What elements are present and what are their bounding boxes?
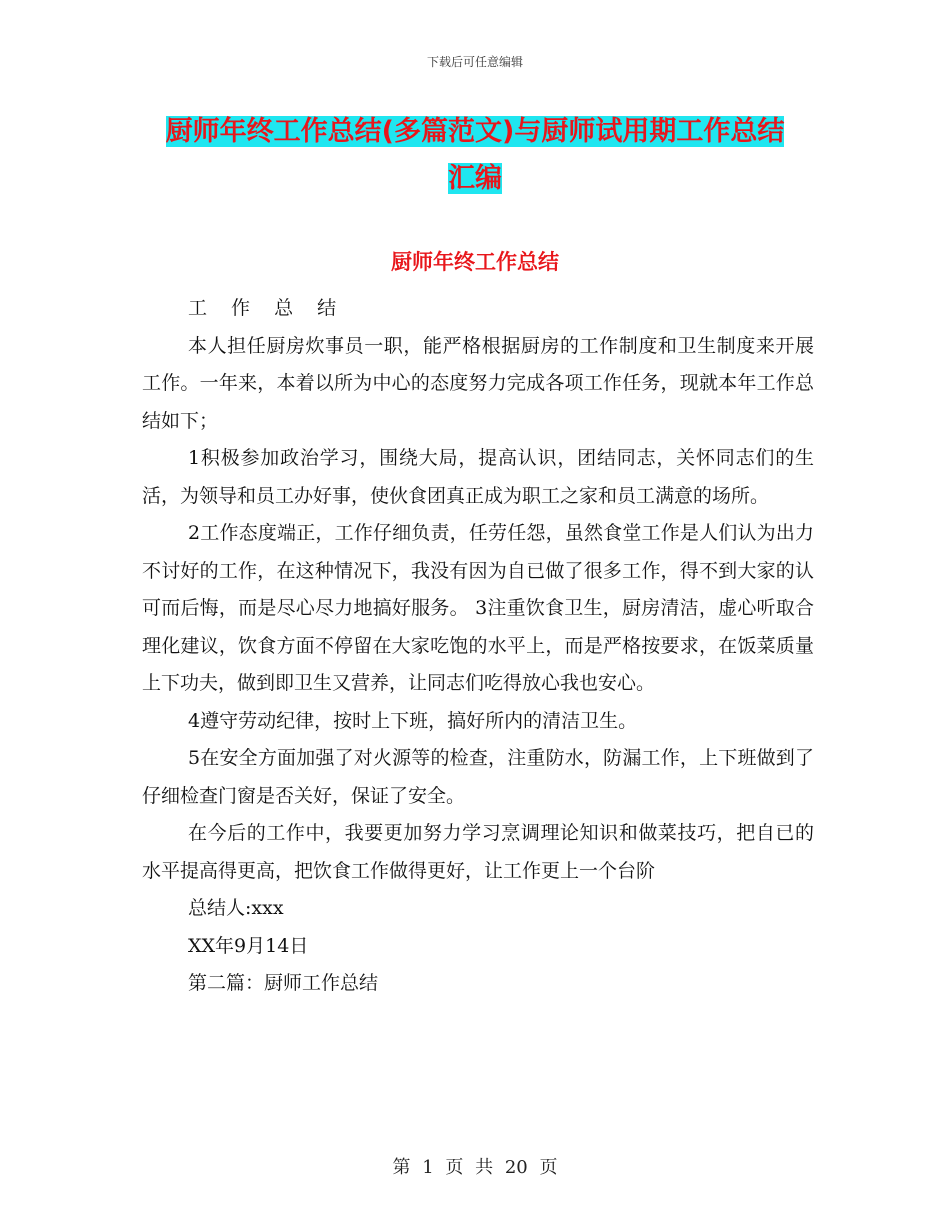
paragraph-conclusion: 在今后的工作中，我要更加努力学习烹调理论知识和做菜技巧，把自已的水平提高得更高，把饮食工作做得更好，让工作更上一个台阶 [142, 822, 814, 882]
paragraph-item-4: 4遵守劳动纪律，按时上下班，搞好所内的清洁卫生。 [188, 709, 638, 732]
section-title: 厨师年终工作总结 [391, 250, 559, 274]
page-number: 第 1 页 共 20 页 [392, 1157, 558, 1178]
paragraph-intro: 本人担任厨房炊事员一职，能严格根据厨房的工作制度和卫生制度来开展工作。一年来，本着以所为中心的态度努力完成各项工作任务，现就本年工作总结如下； [142, 334, 814, 432]
paragraph-heading: 工 作 总 结 [188, 297, 346, 319]
document-title-line2: 汇编 [448, 163, 502, 194]
document-body [142, 290, 814, 1003]
paragraph-item-5: 5在安全方面加强了对火源等的检查，注重防水，防漏工作，上下班做到了仔细检查门窗是否关好，保证了安全。 [142, 747, 814, 807]
paragraph-item-1: 1积极参加政治学习，围绕大局，提高认识，团结同志，关怀同志们的生活，为领导和员工办好事，使伙食团真正成为职工之家和员工满意的场所。 [142, 447, 814, 507]
document-title-line1: 厨师年终工作总结(多篇范文)与厨师试用期工作总结 [165, 116, 785, 147]
paragraph-item-2-3: 2工作态度端正，工作仔细负责，任劳任怨，虽然食堂工作是人们认为出力不讨好的工作，在这种情况下，我没有因为自已做了很多工作，得不到大家的认可而后悔，而是尽心尽力地搞好服务。 3注重饮食卫生，厨房清洁，虚心听取合理化建议，饮食方面不停留在大家吃饱的水平上，而是严格按要求，在饭菜质量上下功夫，做到即卫生又营养，让同志们吃得放心我也安心。 [142, 522, 814, 694]
document-title [150, 108, 800, 202]
signature-date: XX年9月14日 [188, 934, 309, 957]
signature-author: 总结人:xxx [188, 897, 284, 919]
next-section-heading: 第二篇：厨师工作总结 [188, 972, 379, 994]
page-header-note: 下载后可任意编辑 [426, 55, 523, 69]
